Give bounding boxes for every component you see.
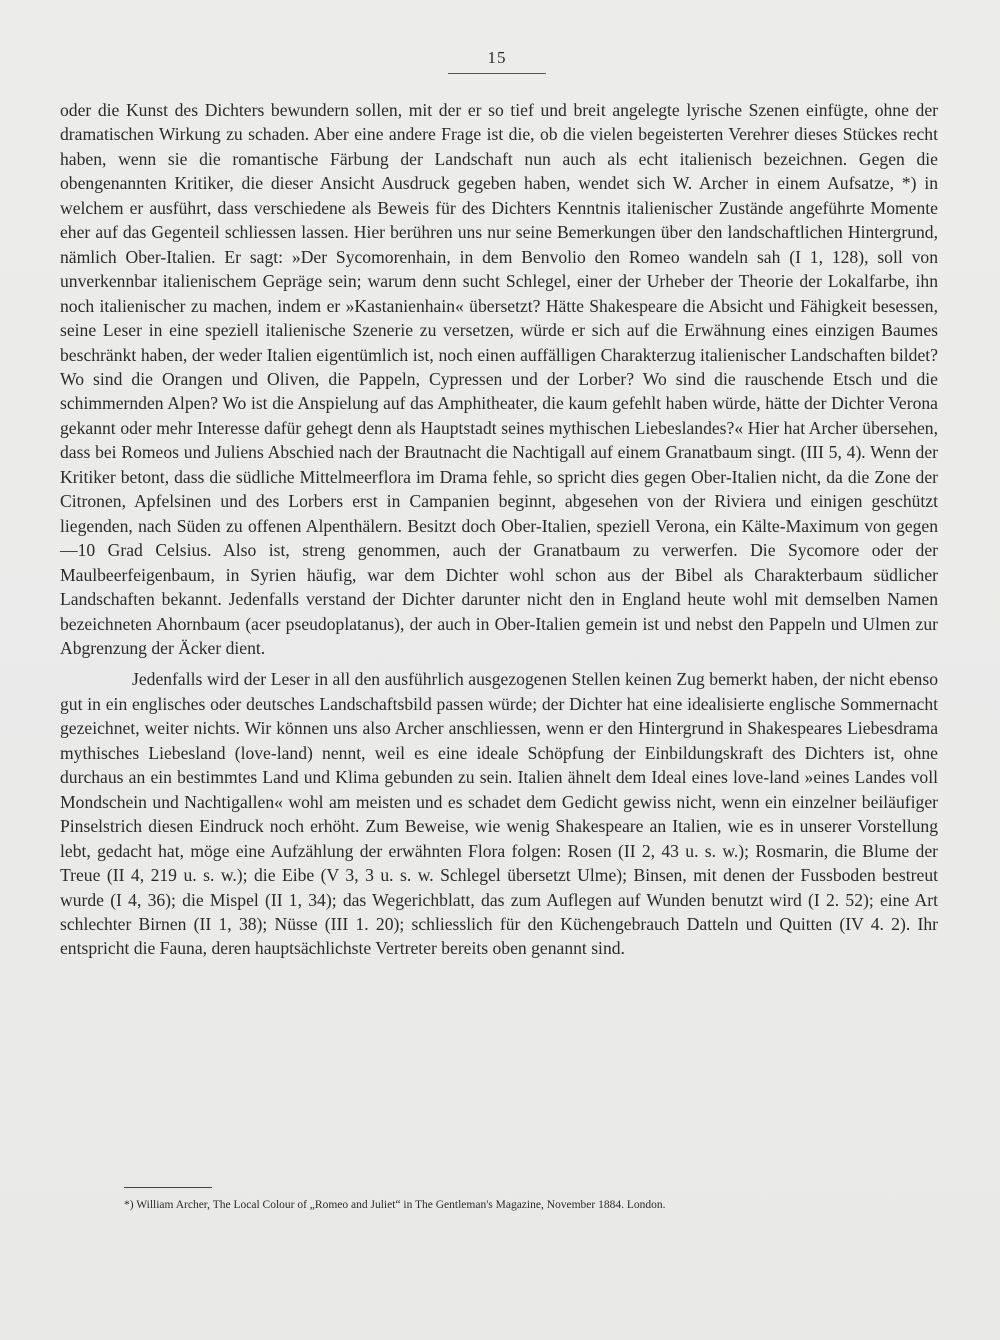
footnote-divider [124, 1187, 212, 1188]
body-text [60, 98, 938, 961]
footnote: *) William Archer, The Local Colour of „Romeo and Juliet“ in The Gentleman's Magazine, November 1884. London. [124, 1199, 666, 1211]
paragraph-2: Jedenfalls wird der Leser in all den ausführlich ausgezogenen Stellen keinen Zug bemerkt haben, der nicht ebenso gut in ein englisches oder deutsches Landschaftsbild passen würde; der Dichter hat eine idealisierte englische Sommernacht gezeichnet, weiter nichts. Wir können uns also Archer anschliessen, wenn er den Hintergrund in Shakespeares Liebesdrama mythisches Liebesland (love-land) nennt, weil es eine ideale Schöpfung der Einbildungskraft des Dichters ist, ohne durchaus an ein bestimmtes Land und Klima gebunden zu sein. Italien ähnelt dem Ideal eines love-land »eines Landes voll Mondschein und Nachtigallen« wohl am meisten und es schadet dem Gedicht gewiss nicht, wenn ein einzelner beiläufiger Pinselstrich diesen Eindruck noch erhöht. Zum Beweise, wie wenig Shakespeare an Italien, wie es in unserer Vorstellung lebt, gedacht hat, möge eine Aufzählung der erwähnten Flora folgen: Rosen (II 2, 43 u. s. w.); Rosmarin, die Blume der Treue (II 4, 219 u. s. w.); die Eibe (V 3, 3 u. s. w. Schlegel übersetzt Ulme); Binsen, mit denen der Fussboden bestreut wurde (I 4, 36); die Mispel (II 1, 34); das Wegerichblatt, das zum Auflegen auf Wunden benutzt wird (I 2. 52); eine Art schlechter Birnen (II 1, 38); Nüsse (III 1. 20); schliesslich für den Küchengebrauch Datteln und Quitten (IV 4. 2). Ihr entspricht die Fauna, deren hauptsächlichste Vertreter bereits oben genannt sind. [60, 669, 938, 959]
page-number: 15 [448, 48, 546, 74]
paragraph-1: oder die Kunst des Dichters bewundern sollen, mit der er so tief und breit angelegte lyrische Szenen einfügte, ohne der dramatischen Wirkung zu schaden. Aber eine andere Frage ist die, ob die vielen begeisterten Verehrer dieses Stückes recht haben, wenn sie die romantische Färbung der Landschaft nun auch als echt italienisch bezeichnen. Gegen die obengenannten Kritiker, die dieser Ansicht Ausdruck gegeben haben, wendet sich W. Archer in einem Aufsatze, *) in welchem er ausführt, dass verschiedene als Beweis für des Dichters Kenntnis italienischer Zustände angeführte Momente eher auf das Gegenteil schliessen lassen. Hier berühren uns nur seine Bemerkungen über den landschaftlichen Hintergrund, nämlich Ober-Italien. Er sagt: »Der Sycomorenhain, in dem Benvolio den Romeo wandeln sah (I 1, 128), soll von unverkennbar italienischem Gepräge sein; warum denn sucht Schlegel, einer der Urheber der Theorie der Lokalfarbe, ihn noch italienischer zu machen, indem er »Kastanienhain« übersetzt? Hätte Shakespeare die Absicht und Fähigkeit besessen, seine Leser in eine speziell italienische Szenerie zu versetzen, würde er sich auf die Erwähnung eines einzigen Baumes beschränkt haben, der weder Italien eigentümlich ist, noch einen auffälligen Charakterzug italienischer Landschaften bildet? Wo sind die Orangen und Oliven, die Pappeln, Cypressen und der Lorber? Wo sind die rauschende Etsch und die schimmernden Alpen? Wo ist die Anspielung auf das Amphitheater, die kaum gefehlt haben würde, hätte der Dichter Verona gekannt oder mehr Interesse dafür gehegt denn als Hauptstadt seines mythischen Liebeslandes?« Hier hat Archer übersehen, dass bei Romeos und Juliens Abschied nach der Brautnacht die Nachtigall auf einem Granatbaum singt. (III 5, 4). Wenn der Kritiker betont, dass die südliche Mittelmeerflora im Drama fehle, so spricht dies gegen Ober-Italien nicht, da die Zone der Citronen, Apfelsinen und des Lorbers erst in Campanien beginnt, abgesehen von der Riviera und einigen geschützt liegenden, nach Süden zu offenen Alpenthälern. Besitzt doch Ober-Italien, speziell Verona, ein Kälte-Maximum von gegen —10 Grad Celsius. Also ist, streng genommen, auch der Granatbaum zu verwerfen. Die Sycomore oder der Maulbeerfeigenbaum, in Syrien häufig, war dem Dichter wohl schon aus der Bibel als Charakterbaum südlicher Landschaften bekannt. Jedenfalls verstand der Dichter darunter nicht den in England heute wohl mit demselben Namen bezeichneten Ahornbaum (acer pseudoplatanus), der auch in Ober-Italien gemein ist und nebst den Pappeln und Ulmen zur Abgrenzung der Äcker dient. [60, 100, 938, 658]
